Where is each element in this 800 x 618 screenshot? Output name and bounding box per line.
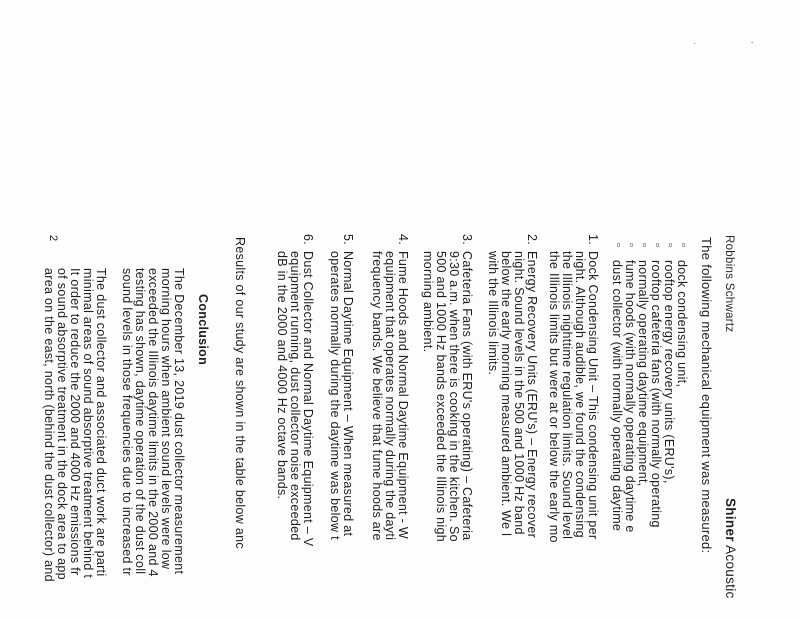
firm-name-rest: Acoustic xyxy=(723,545,738,599)
finding-line: dB in the 2000 and 4000 Hz octave bands. xyxy=(275,251,289,500)
firm-name-bold: Shiner xyxy=(723,498,738,542)
finding-line: night. Sound levels in the 500 and 1000 Hz band xyxy=(512,251,526,535)
conclusion-line: sound levels in those frequencies due to increased tr xyxy=(120,268,134,576)
finding-line: morning ambient. xyxy=(421,251,435,353)
conclusion-line: exceeded the Illinois daytime limits in the 2000 and 4 xyxy=(146,268,160,577)
finding-line: Energy Recovery Units (ERU's) – Energy recover xyxy=(525,251,539,539)
conclusion-line: The December 13, 2019 dust collector measurement xyxy=(172,268,186,575)
finding-line: below the early morning measured ambient. We l xyxy=(499,251,513,537)
finding-number: 4. xyxy=(396,234,410,246)
finding-line: Fume Hoods and Normal Daytime Equipment - W xyxy=(396,251,410,539)
finding-line: Dock Condensing Unit – This condensing unit per xyxy=(586,251,600,540)
finding-line: frequency bands. We believe that fume hoods are xyxy=(370,251,384,541)
conclusion-line: testing has shown, daytime operation of the dust coll xyxy=(133,268,147,575)
conclusion-heading: Conclusion xyxy=(196,294,210,366)
finding-line: night. Although audible, we found the condensing xyxy=(573,251,587,538)
intro-sentence: The following mechanical equipment was measured: xyxy=(699,237,714,554)
results-sentence: Results of our study are shown in the table below anc xyxy=(233,237,247,549)
header-firm xyxy=(723,498,738,599)
finding-number: 6. xyxy=(301,234,315,246)
finding-line: equipment running, dust collector noise exceeded xyxy=(288,251,302,541)
finding-line: the Illinois limits but were at or below the early mo xyxy=(547,251,561,543)
equipment-list-item: ▫ fume hoods (with normally operating daytime e xyxy=(622,260,637,533)
finding-line: Normal Daytime Equipment – When measured at xyxy=(341,251,355,537)
equipment-list-item: ▫ dust collector (with normally operating daytime xyxy=(609,260,624,531)
finding-line: Dust Collector and Normal Daytime Equipment – V xyxy=(301,251,315,547)
finding-line: 500 and 1000 Hz bands exceeded the Illinois nigh xyxy=(434,251,448,542)
finding-number: 5. xyxy=(341,234,355,246)
finding-number: 3. xyxy=(460,234,474,246)
conclusion-line: morning hours when ambient sound levels were low xyxy=(159,268,173,570)
equipment-list-item: ▫ rooftop cafeteria fans (with normally operating xyxy=(648,260,663,528)
equipment-list-item: ▫ normally operating daytime equipment, xyxy=(635,260,650,487)
equipment-list-item: ▫ rooftop energy recovery units (ERU's), xyxy=(661,260,676,484)
finding-line: equipment that operates normally during the dayti xyxy=(383,251,397,541)
header-author: Robbins Schwartz xyxy=(723,235,735,333)
finding-line: Cafeteria Fans (with ERU's operating) – Cafeteria xyxy=(460,251,474,541)
finding-line: with the Illinois limits. xyxy=(486,251,500,376)
page-number: 2 xyxy=(47,235,59,242)
finding-number: 1. xyxy=(586,234,600,246)
finding-line: operates normally during the daytime was below t xyxy=(328,251,342,540)
scan-speck: · xyxy=(690,42,699,45)
conclusion-line: minimal areas of sound absorptive treatment behind t xyxy=(81,268,95,579)
conclusion-line: It order to reduce the 2000 and 4000 Hz emissions fr xyxy=(68,268,82,576)
finding-line: the Illinois nighttime regulation limits. Sound level xyxy=(560,251,574,540)
conclusion-line: of sound absorptive treatment in the dock area to app xyxy=(55,268,69,580)
scan-speck: ' xyxy=(745,42,754,44)
conclusion-line: The dust collector and associated duct work are parti xyxy=(94,268,108,577)
finding-line: 9:30 a.m. when there is cooking in the kitchen. So xyxy=(447,251,461,542)
equipment-list-item: ▫ dock condensing unit, xyxy=(674,260,689,387)
conclusion-line: area on the east, north (behind the dust collector) and xyxy=(42,268,56,582)
finding-number: 2. xyxy=(525,234,539,246)
